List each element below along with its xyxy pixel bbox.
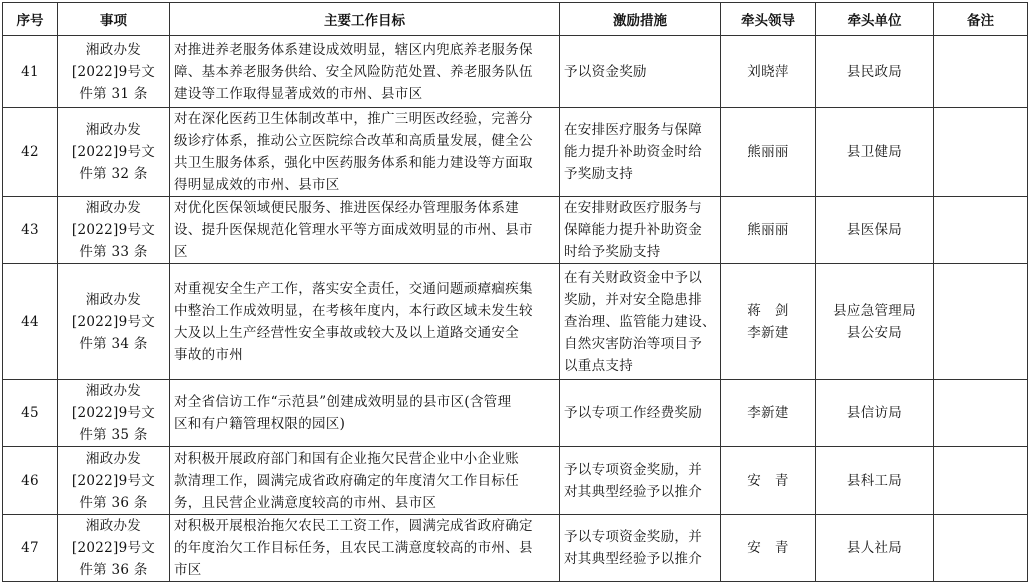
table-row [3, 36, 1028, 108]
cell-leader [721, 197, 816, 264]
cell-no: 46 [3, 447, 58, 515]
cell-note [934, 264, 1028, 380]
cell-item-line: 件第 35 条 [79, 427, 148, 443]
cell-item-line: [2022]9号文 [71, 63, 156, 80]
cell-item-line: 件第 34 条 [79, 335, 148, 352]
header-leader: 牵头领导 [721, 3, 816, 36]
cell-goal-line: 对在深化医药卫生体制改革中，推广三明医改经验，完善分 [174, 111, 533, 127]
cell-goal-line: 事故的市州 [174, 346, 243, 363]
header-row [3, 3, 1028, 36]
cell-goal-line: 设、提升医保规范化管理水平等方面成效明显的市州、县市 [174, 222, 533, 238]
cell-goal-line: 区 [174, 244, 188, 260]
cell-goal-line: 对重视安全生产工作，落实安全责任，交通问题顽瘴痼疾集 [174, 280, 533, 297]
cell-item-line: 件第 36 条 [79, 494, 148, 511]
cell-incentive-line: 时给予奖励支持 [564, 244, 661, 260]
cell-goal-line: 对积极开展根治拖欠农民工工资工作，圆满完成省政府确定 [174, 518, 533, 534]
cell-incentive-line: 能力提升补助资金时给 [564, 144, 702, 160]
cell-item-line: 件第 36 条 [79, 562, 148, 578]
cell-unit-line: 县科工局 [846, 472, 903, 489]
cell-goal-line: 中整治工作成效明显，在考核年度内，本行政区域未发生较 [174, 302, 533, 319]
cell-incentive-line: 自然灾害防治等项目予 [564, 335, 702, 352]
cell-leader [721, 515, 816, 582]
cell-item-line: 湘政办发 [85, 450, 142, 467]
cell-unit-line: 县信访局 [846, 405, 903, 421]
header-unit: 牵头单位 [816, 3, 934, 36]
cell-unit-line: 县医保局 [846, 222, 903, 238]
cell-no: 44 [3, 264, 58, 380]
cell-incentive-line: 以重点支持 [564, 357, 633, 374]
cell-item-line: 湘政办发 [85, 291, 142, 308]
cell-leader-line: 安 青 [747, 540, 789, 556]
cell-incentive-line: 予以专项工作经费奖励 [564, 405, 702, 421]
header-incentive: 激励措施 [560, 3, 721, 36]
cell-item-line: 湘政办发 [85, 383, 142, 399]
cell-incentive-line: 对其典型经验予以推介 [564, 483, 702, 500]
cell-leader [721, 36, 816, 108]
cell-unit [816, 36, 934, 108]
cell-goal-line: 对推进养老服务体系建设成效明显，辖区内兜底养老服务保 [174, 41, 533, 58]
incentive-table [2, 2, 1028, 582]
cell-leader-line: 熊丽丽 [747, 144, 789, 160]
cell-note [934, 197, 1028, 264]
table-row [3, 264, 1028, 380]
cell-item-line: [2022]9号文 [71, 222, 156, 238]
cell-goal-line: 对优化医保领域便民服务、推进医保经办管理服务体系建 [174, 200, 519, 216]
header-goal: 主要工作目标 [170, 3, 560, 36]
cell-item [58, 447, 170, 515]
cell-goal-line: 款清理工作，圆满完成省政府确定的年度清欠工作目标任 [174, 472, 519, 489]
cell-incentive [560, 380, 721, 447]
cell-unit-line: 县民政局 [846, 63, 903, 80]
cell-goal [170, 515, 560, 582]
cell-note [934, 515, 1028, 582]
cell-no: 42 [3, 108, 58, 197]
cell-goal [170, 447, 560, 515]
cell-unit-line: 县应急管理局 [833, 302, 916, 319]
cell-unit [816, 108, 934, 197]
cell-goal-line: 对全省信访工作“示范县”创建成效明显的县市区(含管理 [174, 394, 512, 410]
table-header [3, 3, 1028, 36]
table-row [3, 197, 1028, 264]
cell-leader-line: 熊丽丽 [747, 222, 789, 238]
cell-goal-line: 区和有户籍管理权限的园区) [174, 416, 346, 432]
cell-unit-line: 县公安局 [846, 324, 903, 341]
cell-incentive-line: 在安排财政医疗服务与 [564, 200, 702, 216]
header-item: 事项 [58, 3, 170, 36]
cell-incentive-line: 查治理、监管能力建设、 [564, 313, 716, 330]
cell-leader [721, 108, 816, 197]
cell-unit [816, 264, 934, 380]
cell-incentive-line: 在有关财政资金中予以 [564, 269, 702, 286]
cell-unit-line: 县人社局 [846, 540, 903, 556]
cell-goal-line: 市区 [174, 562, 202, 578]
cell-note [934, 36, 1028, 108]
table-row [3, 108, 1028, 197]
cell-incentive [560, 515, 721, 582]
cell-item-line: [2022]9号文 [71, 472, 156, 489]
cell-no: 47 [3, 515, 58, 582]
cell-goal [170, 36, 560, 108]
cell-leader [721, 447, 816, 515]
cell-goal-line: 务，且民营企业满意度较高的市州、县市区 [174, 494, 437, 511]
table-row [3, 515, 1028, 582]
cell-item [58, 197, 170, 264]
cell-no: 45 [3, 380, 58, 447]
cell-item [58, 36, 170, 108]
cell-note [934, 108, 1028, 197]
cell-incentive [560, 108, 721, 197]
cell-goal [170, 197, 560, 264]
cell-leader-line: 安 青 [747, 472, 789, 489]
cell-incentive-line: 在安排医疗服务与保障 [564, 122, 702, 138]
cell-incentive-line: 予奖励支持 [564, 166, 633, 182]
cell-leader-line: 蒋 剑 [747, 302, 789, 319]
cell-item-line: [2022]9号文 [71, 540, 156, 556]
cell-item-line: 件第 31 条 [79, 85, 148, 102]
cell-item [58, 515, 170, 582]
header-note: 备注 [934, 3, 1028, 36]
cell-incentive [560, 264, 721, 380]
cell-goal-line: 障、基本养老服务供给、安全风险防范处置、养老服务队伍 [174, 63, 533, 80]
cell-item-line: 件第 33 条 [79, 244, 148, 260]
cell-goal-line: 对积极开展政府部门和国有企业拖欠民营企业中小企业账 [174, 450, 519, 467]
table-row [3, 380, 1028, 447]
cell-goal-line: 的年度治欠工作目标任务，且农民工满意度较高的市州、县 [174, 540, 533, 556]
cell-incentive-line: 保障能力提升补助资金 [564, 222, 702, 238]
table-row [3, 447, 1028, 515]
cell-leader-line: 刘晓萍 [747, 63, 789, 80]
cell-unit-line: 县卫健局 [846, 144, 903, 160]
table-body [3, 36, 1028, 582]
cell-leader [721, 380, 816, 447]
cell-item-line: [2022]9号文 [71, 405, 156, 421]
cell-incentive-line: 予以专项资金奖励，并 [564, 529, 702, 545]
cell-goal-line: 级诊疗体系，推动公立医院综合改革和高质量发展，健全公 [174, 133, 533, 149]
cell-no: 41 [3, 36, 58, 108]
cell-goal [170, 380, 560, 447]
cell-item-line: [2022]9号文 [71, 313, 156, 330]
cell-goal [170, 108, 560, 197]
cell-item [58, 264, 170, 380]
cell-item-line: 湘政办发 [85, 518, 142, 534]
cell-item [58, 108, 170, 197]
cell-goal-line: 大及以上生产经营性安全事故或较大及以上道路交通安全 [174, 324, 519, 341]
cell-item-line: 湘政办发 [85, 200, 142, 216]
cell-goal-line: 得明显成效的市州、县市区 [174, 177, 340, 193]
cell-leader [721, 264, 816, 380]
cell-unit [816, 380, 934, 447]
cell-incentive [560, 447, 721, 515]
cell-note [934, 380, 1028, 447]
cell-unit [816, 515, 934, 582]
cell-item-line: 湘政办发 [85, 122, 142, 138]
cell-goal-line: 共卫生服务体系，强化中医药服务体系和能力建设等方面取 [174, 155, 533, 171]
cell-incentive-line: 奖励，并对安全隐患排 [564, 291, 702, 308]
cell-incentive [560, 36, 721, 108]
cell-item [58, 380, 170, 447]
header-no: 序号 [3, 3, 58, 36]
cell-goal-line: 建设等工作取得显著成效的市州、县市区 [174, 85, 423, 102]
cell-unit [816, 197, 934, 264]
cell-leader-line: 李新建 [747, 324, 789, 341]
cell-leader-line: 李新建 [747, 405, 789, 421]
cell-incentive-line: 予以资金奖励 [564, 63, 647, 80]
cell-unit [816, 447, 934, 515]
cell-goal [170, 264, 560, 380]
cell-item-line: [2022]9号文 [71, 144, 156, 160]
cell-incentive-line: 对其典型经验予以推介 [564, 551, 702, 567]
cell-no: 43 [3, 197, 58, 264]
cell-note [934, 447, 1028, 515]
cell-incentive-line: 予以专项资金奖励，并 [564, 461, 702, 478]
cell-incentive [560, 197, 721, 264]
cell-item-line: 湘政办发 [85, 41, 142, 58]
cell-item-line: 件第 32 条 [79, 166, 148, 182]
